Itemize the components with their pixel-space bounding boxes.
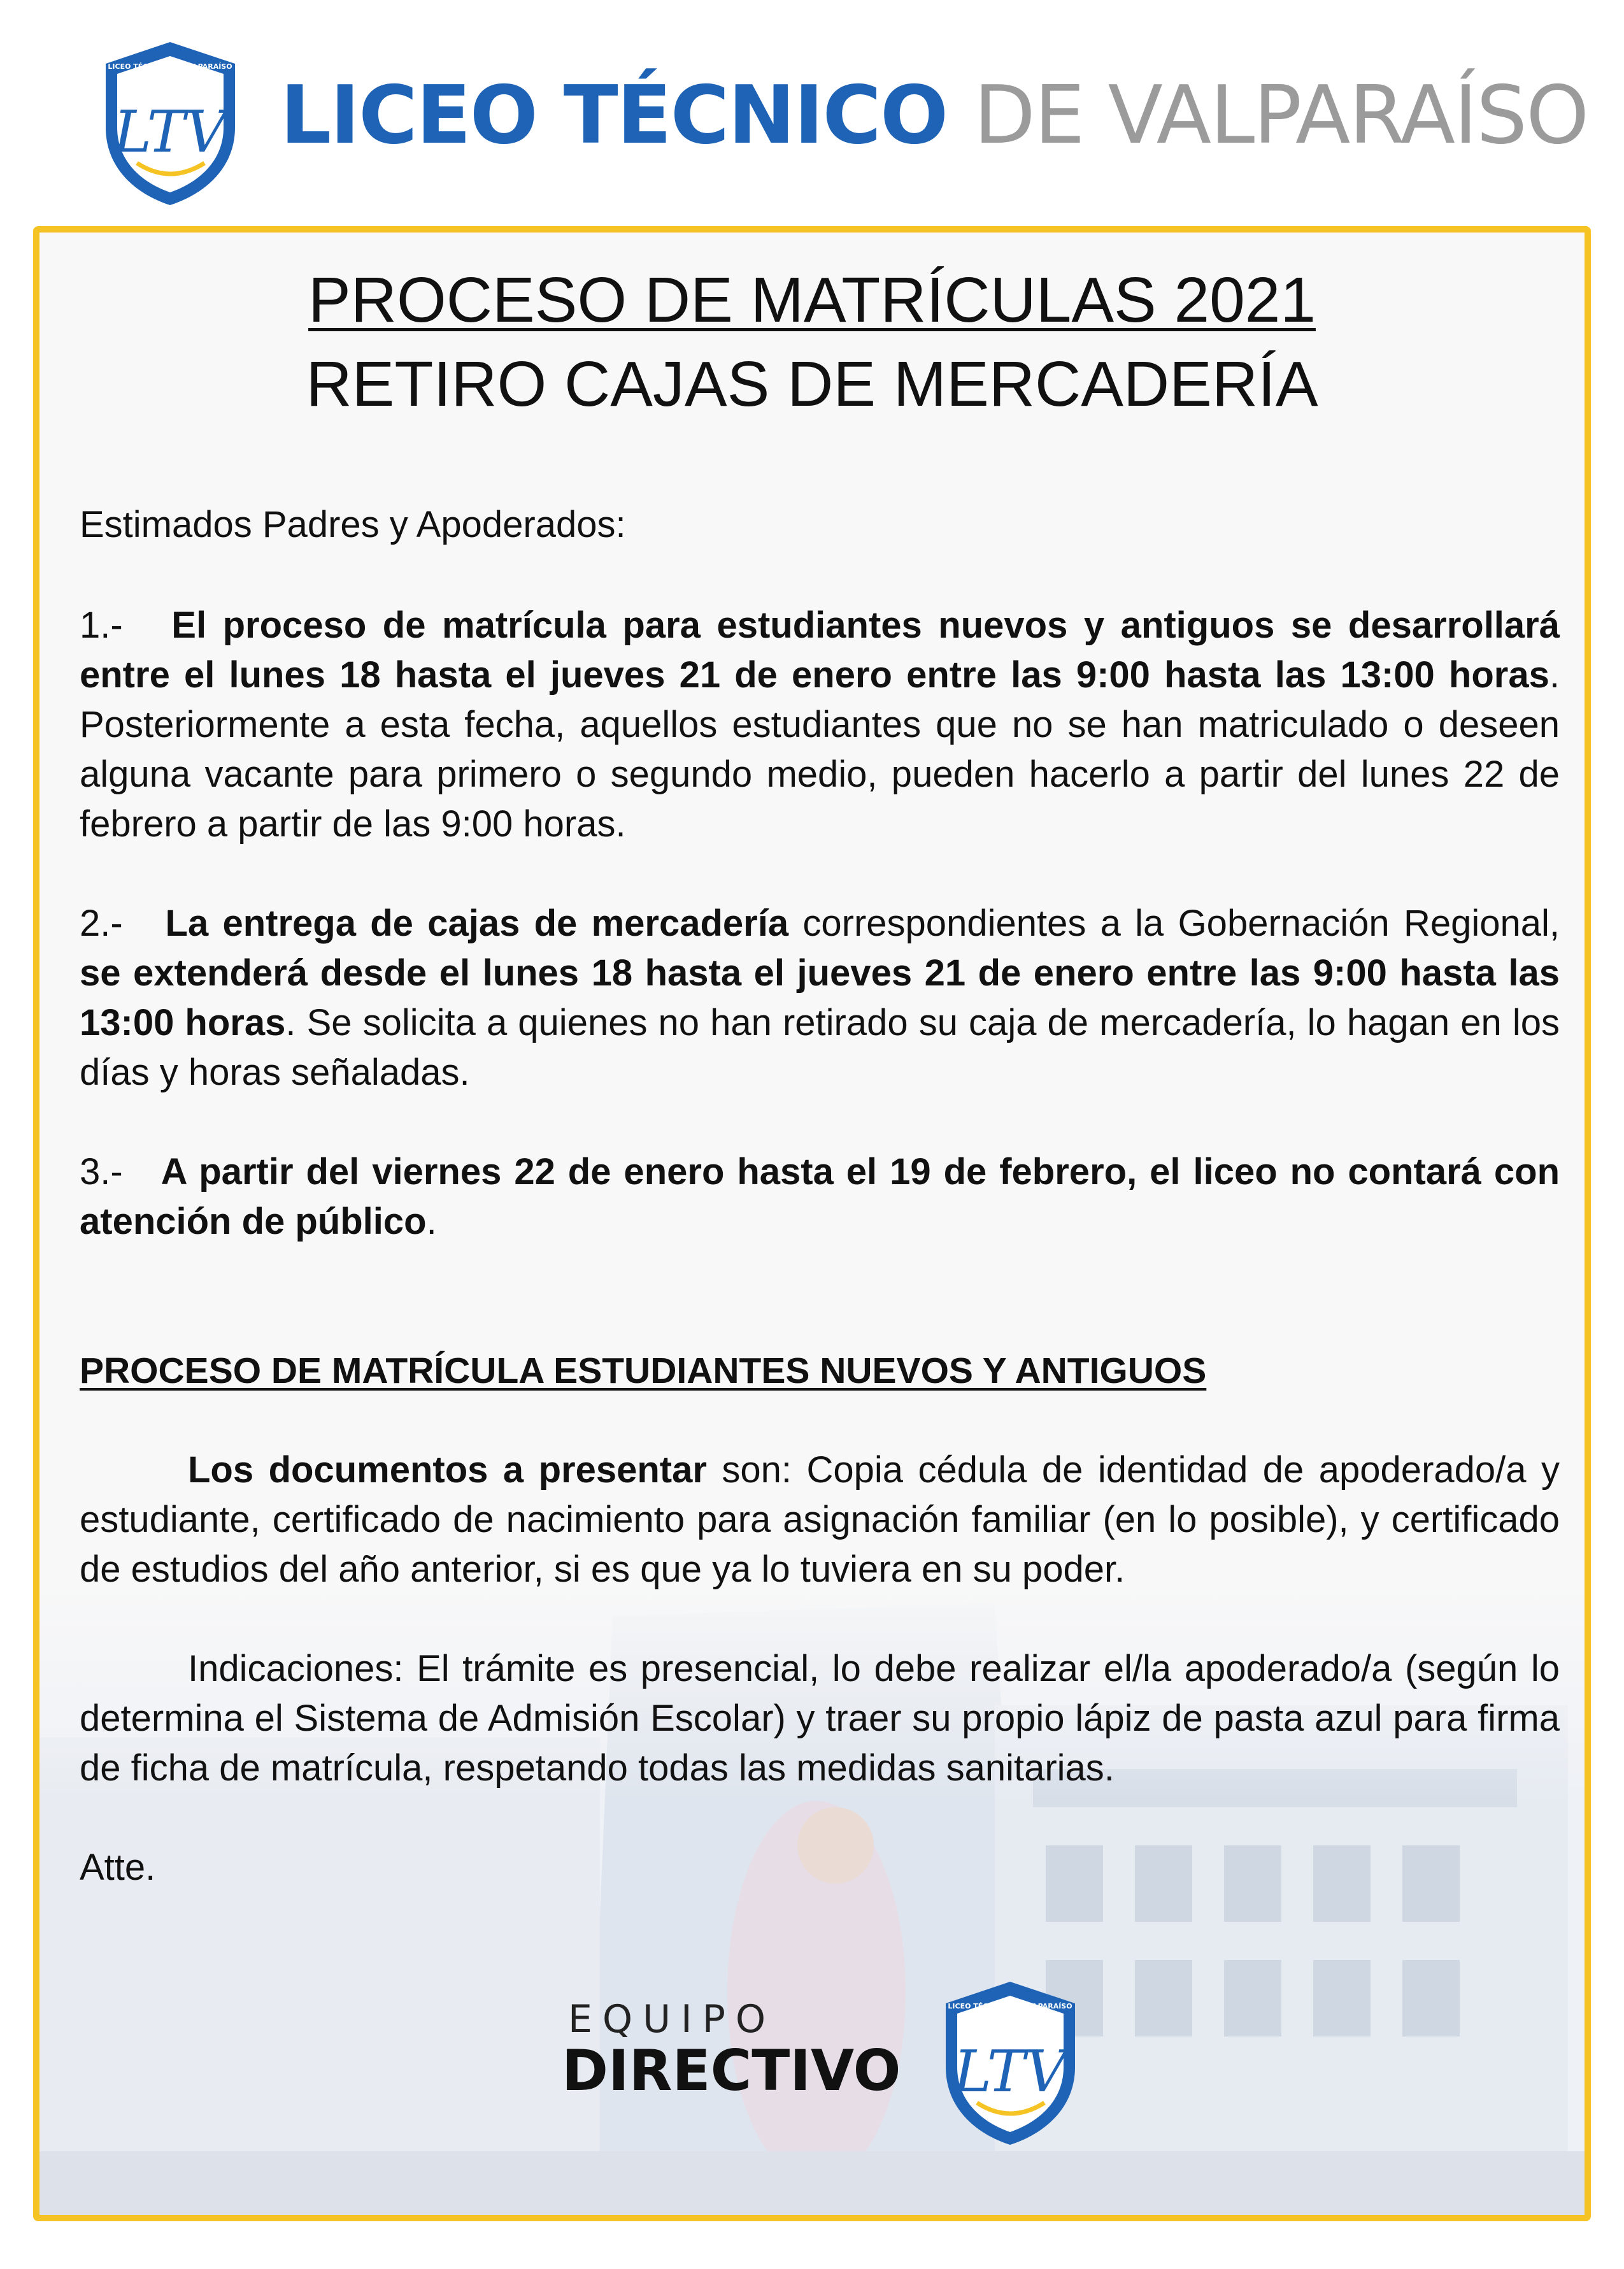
notice-title-line2: RETIRO CAJAS DE MERCADERÍA	[306, 348, 1318, 420]
item-2-number: 2.-	[80, 903, 123, 944]
notice-body	[80, 500, 1560, 1893]
school-crest-logo	[99, 38, 242, 209]
item-3-number: 3.-	[80, 1151, 123, 1192]
item-3-paragraph	[80, 1147, 1560, 1247]
item-2-text: . Se solicita a quienes no han retirado su caja de mercadería, lo hagan en los días y horas señaladas.	[80, 1002, 1560, 1093]
svg-text:LICEO TÉCNICO DE VALPARAÍSO: LICEO TÉCNICO DE VALPARAÍSO	[948, 2002, 1072, 2010]
school-name-light: DE VALPARAÍSO	[973, 68, 1588, 162]
item-3-text: .	[426, 1201, 437, 1242]
item-1-bold-text: El proceso de matrícula para estudiantes nuevos y antiguos se desarrollará entre el lunes 18 hasta el jueves 21 de enero entre las 9:00 hasta las 13:00 horas	[80, 605, 1560, 696]
instructions-paragraph: Indicaciones: El trámite es presencial, lo debe realizar el/la apoderado/a (según lo determina el Sistema de Admisión Escolar) y traer su propio lápiz de pasta azul para firma de ficha de matrícula, respetando todas las medidas sanitarias.	[80, 1648, 1560, 1789]
item-2-bold-text-2: se extenderá desde el lunes 18 hasta el jueves 21 de enero entre las 9:00 hasta las 13:00 horas	[80, 952, 1560, 1043]
documents-text: son: Copia cédula de identidad de apoderado/a y estudiante, certificado de nacimiento para asignación familiar (en lo posible), y certificado de estudios del año anterior, si es que ya lo tuviera en su poder.	[80, 1449, 1560, 1590]
signature-block	[524, 1997, 1160, 2188]
signature-line1: EQUIPO	[568, 1997, 776, 2042]
enrollment-subheading: PROCESO DE MATRÍCULA ESTUDIANTES NUEVOS Y ANTIGUOS	[80, 1350, 1207, 1391]
notice-frame	[33, 226, 1591, 2221]
svg-text:LTV: LTV	[113, 99, 227, 166]
item-2-bold-text-1: La entrega de cajas de mercadería	[165, 903, 789, 944]
documents-paragraph	[80, 1445, 1560, 1594]
notice-title	[39, 258, 1585, 426]
item-2-paragraph	[80, 899, 1560, 1098]
signature-line2: DIRECTIVO	[562, 2038, 901, 2103]
signature-crest-logo	[939, 1978, 1082, 2149]
item-1-paragraph	[80, 601, 1560, 849]
item-3-bold-text: A partir del viernes 22 de enero hasta el 19 de febrero, el liceo no contará con atención de público	[80, 1151, 1560, 1242]
school-name-strong: LICEO TÉCNICO	[280, 68, 948, 162]
documents-bold-text: Los documentos a presentar	[188, 1449, 707, 1491]
item-1-number: 1.-	[80, 605, 123, 646]
svg-text:LTV: LTV	[953, 2038, 1067, 2105]
notice-title-line1: PROCESO DE MATRÍCULAS 2021	[308, 264, 1316, 336]
item-2-text-mid: correspondientes a la Gobernación Regional,	[788, 903, 1560, 944]
item-1-text: . Posteriormente a esta fecha, aquellos estudiantes que no se han matriculado o deseen alguna vacante para primero o segundo medio, pueden hacerlo a partir del lunes 22 de febrero a partir de las 9:00 horas.	[80, 654, 1560, 845]
svg-text:LICEO TÉCNICO DE VALPARAÍSO: LICEO TÉCNICO DE VALPARAÍSO	[108, 62, 232, 71]
greeting: Estimados Padres y Apoderados:	[80, 504, 626, 545]
closing-text: Atte.	[80, 1847, 156, 1888]
school-name-heading	[280, 68, 1588, 162]
